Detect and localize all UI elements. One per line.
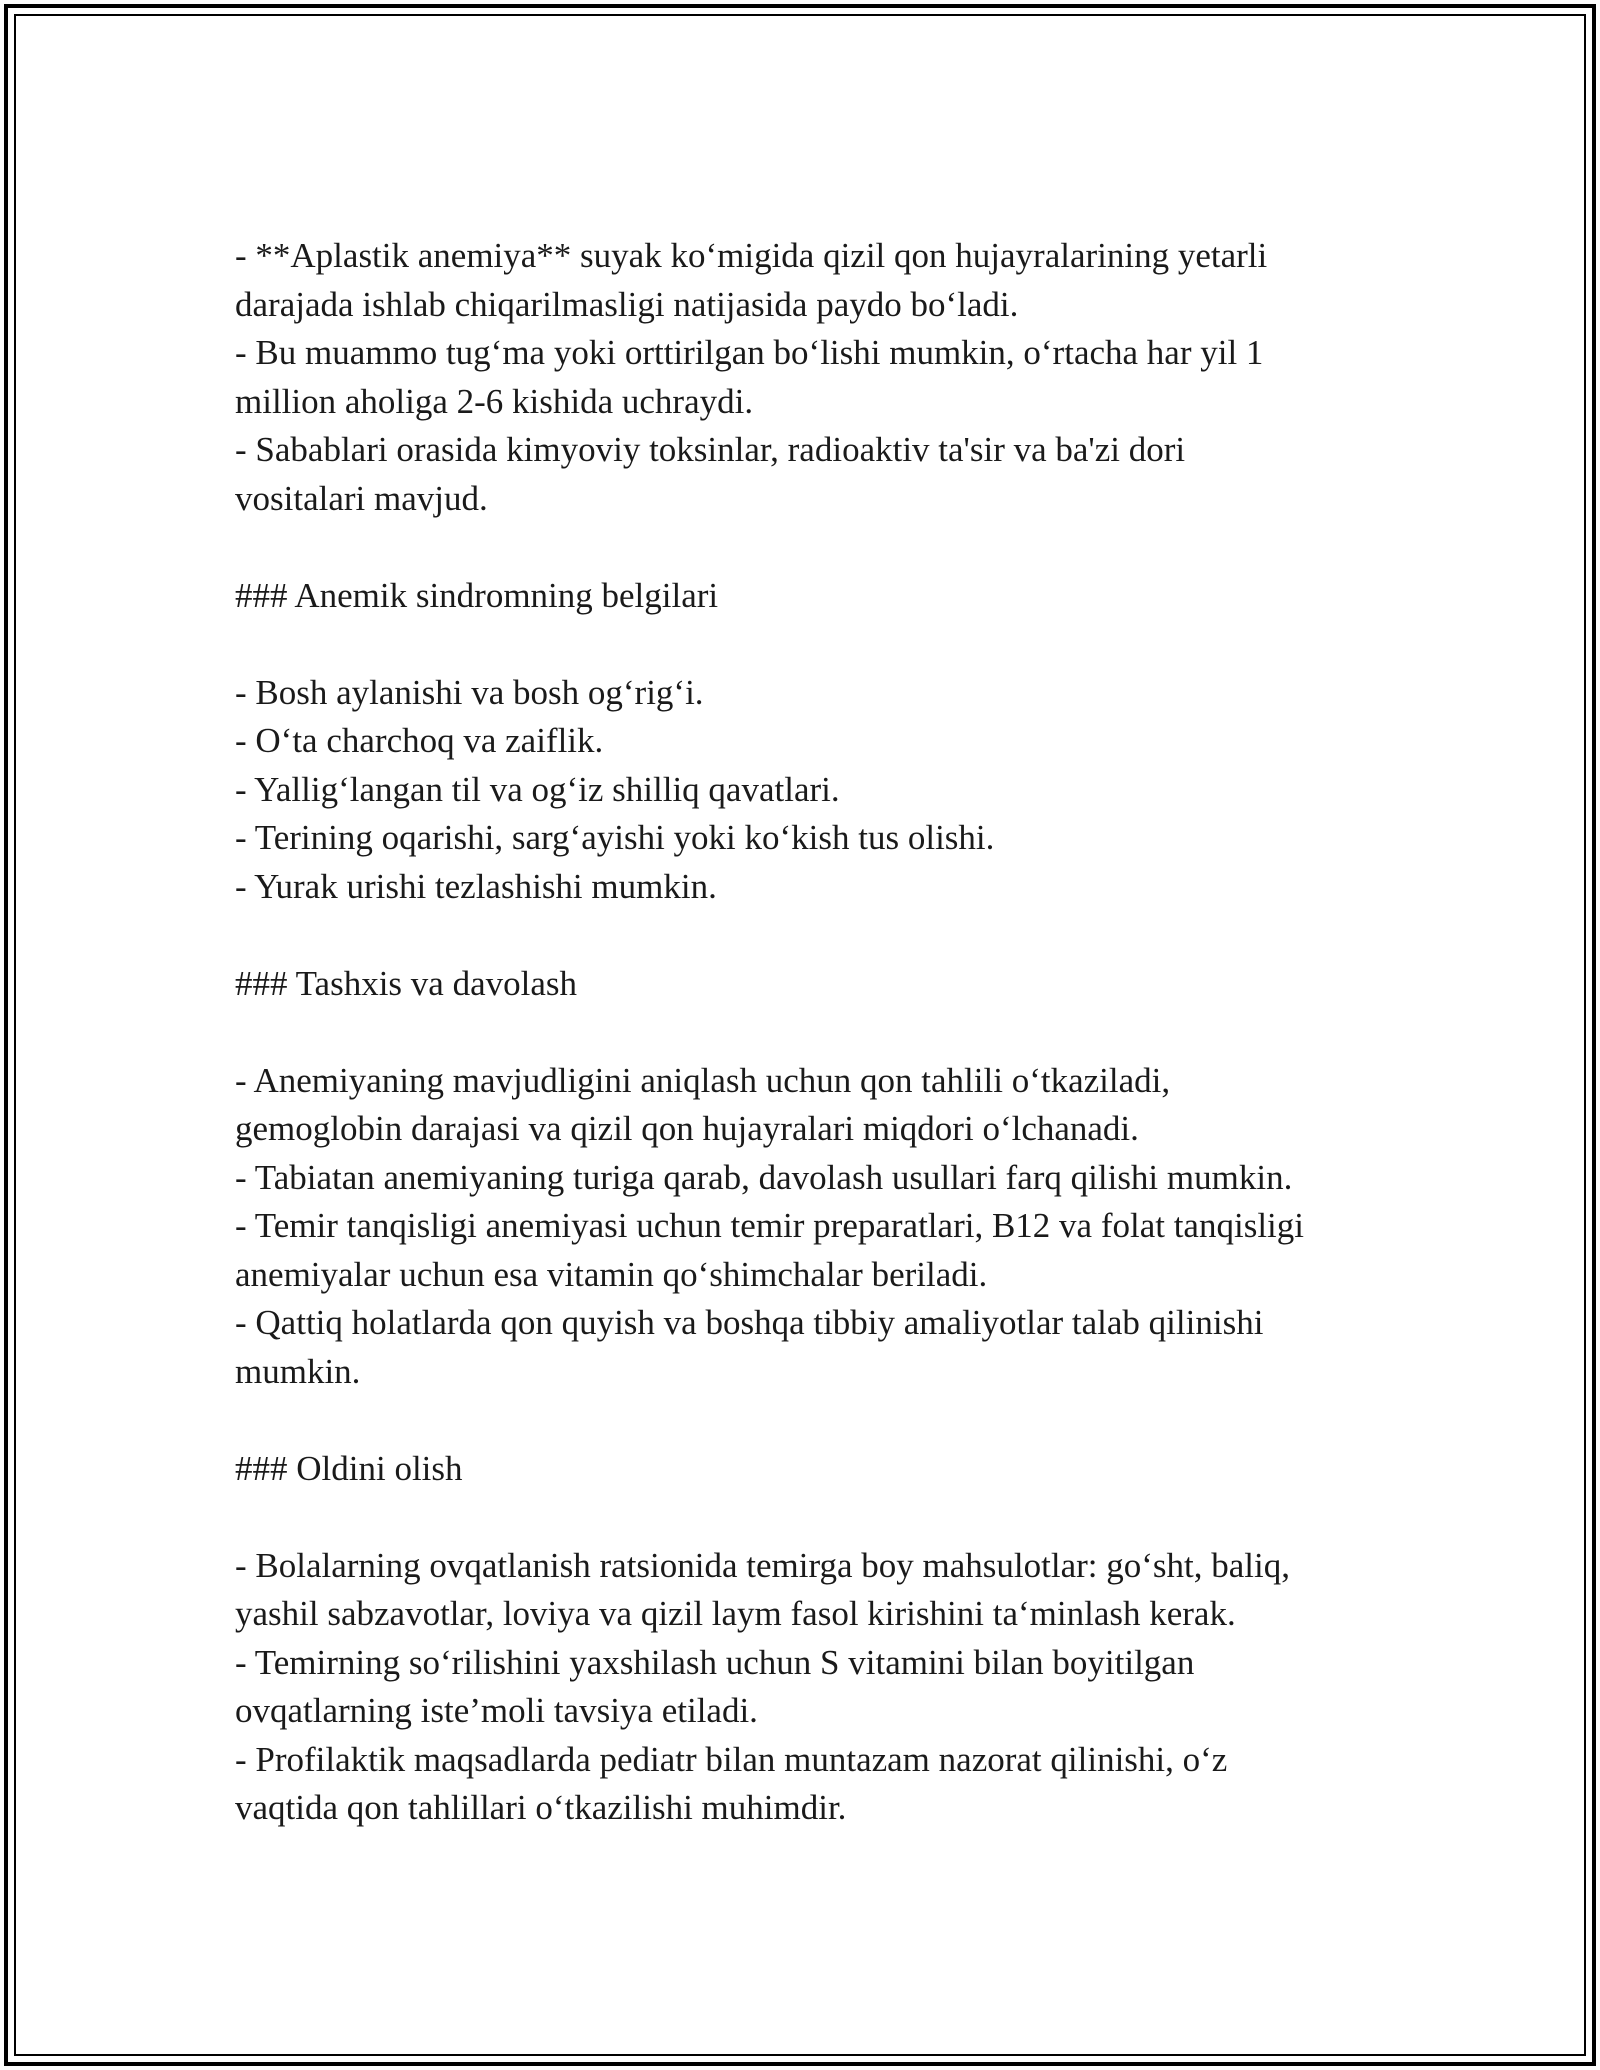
list-item: - O‘ta charchoq va zaiflik. [235,721,604,760]
list-item: - Yallig‘langan til va og‘iz shilliq qavatlari. [235,769,840,809]
list-item: - Terining oqarishi, sarg‘ayishi yoki ko‘kish tus olishi. [235,818,995,857]
section-heading-symptoms: ### Anemik sindromning belgilari [235,575,719,615]
list-item: yashil sabzavotlar, loviya va qizil laym fasol kirishini ta‘minlash kerak. [235,1594,1236,1633]
spacer [235,620,1385,669]
spacer [235,1008,1385,1057]
spacer [235,1396,1385,1445]
section-heading-diagnosis: ### Tashxis va davolash [235,963,578,1003]
list-item: vaqtida qon tahlillari o‘tkazilishi muhimdir. [235,1788,847,1827]
list-item: - Profilaktik maqsadlarda pediatr bilan muntazam nazorat qilinishi, o‘z [235,1739,1228,1779]
prevention-list [235,1542,1385,1833]
text-line: darajada ishlab chiqarilmasligi natijasida paydo bo‘ladi. [235,284,1019,324]
text-line: vositalari mavjud. [235,478,488,518]
spacer [235,1493,1385,1542]
text-line: - Bu muammo tug‘ma yoki orttirilgan bo‘lishi mumkin, o‘rtacha har yil 1 [235,333,1264,372]
list-item: - Bolalarning ovqatlanish ratsionida temirga boy mahsulotlar: go‘sht, baliq, [235,1545,1290,1585]
list-item: mumkin. [235,1351,361,1391]
spacer [235,523,1385,572]
list-item: anemiyalar uchun esa vitamin qo‘shimchalar beriladi. [235,1254,988,1294]
intro-paragraph [235,232,1385,523]
diagnosis-list [235,1057,1385,1397]
document-body [235,232,1385,1833]
list-item: - Temirning so‘rilishini yaxshilash uchun S vitamini bilan boyitilgan [235,1642,1195,1682]
spacer [235,911,1385,960]
text-line: - Sabablari orasida kimyoviy toksinlar, radioaktiv ta'sir va ba'zi dori [235,430,1186,469]
list-item: - Yurak urishi tezlashishi mumkin. [235,866,717,906]
list-item: ovqatlarning iste’moli tavsiya etiladi. [235,1691,758,1730]
text-line: million aholiga 2-6 kishida uchraydi. [235,381,754,421]
symptoms-list [235,669,1385,912]
text-line: - **Aplastik anemiya** suyak ko‘migida qizil qon hujayralarining yetarli [235,236,1268,275]
list-item: - Temir tanqisligi anemiyasi uchun temir preparatlari, B12 va folat tanqisligi [235,1206,1304,1245]
section-heading-prevention: ### Oldini olish [235,1448,463,1488]
list-item: gemoglobin darajasi va qizil qon hujayralari miqdori o‘lchanadi. [235,1109,1139,1148]
list-item: - Anemiyaning mavjudligini aniqlash uchun qon tahlili o‘tkaziladi, [235,1060,1171,1100]
list-item: - Tabiatan anemiyaning turiga qarab, davolash usullari farq qilishi mumkin. [235,1157,1293,1197]
list-item: - Bosh aylanishi va bosh og‘rig‘i. [235,672,704,712]
list-item: - Qattiq holatlarda qon quyish va boshqa tibbiy amaliyotlar talab qilinishi [235,1303,1264,1342]
